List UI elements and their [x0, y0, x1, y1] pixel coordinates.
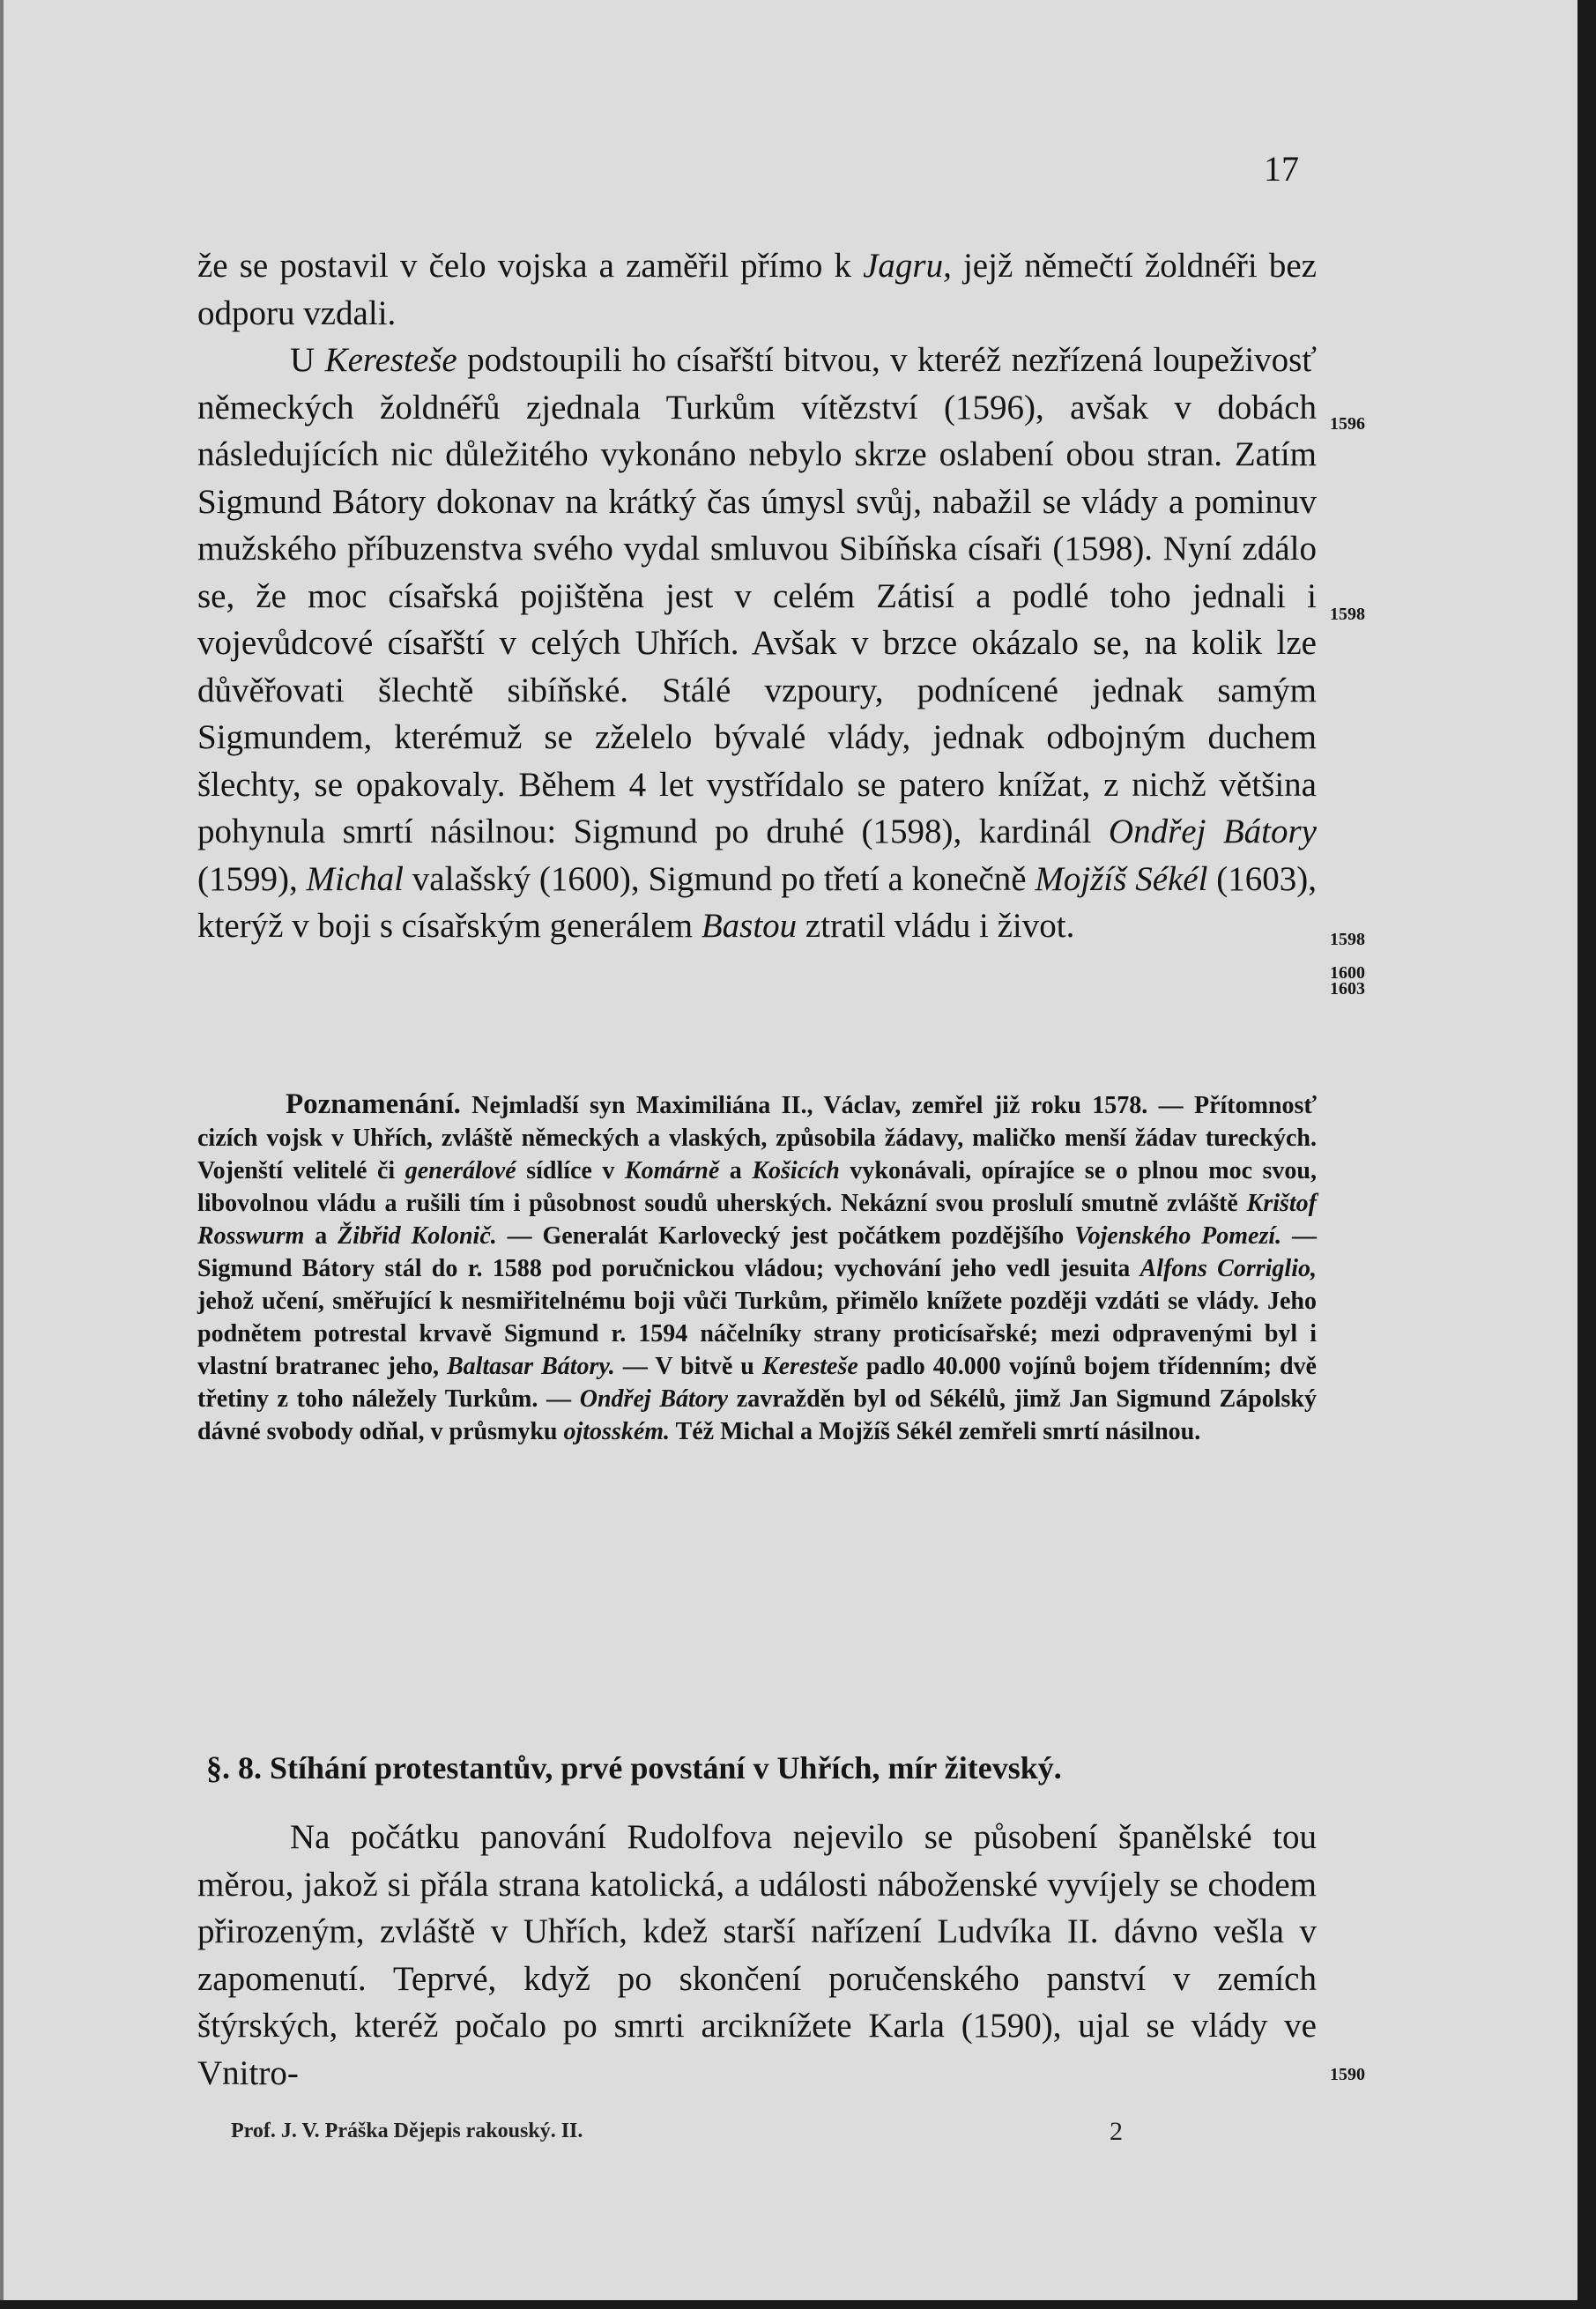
footnote-remark: Poznamenání. Nejmladší syn Maximiliána II., Václav, zemřel již roku 1578. — Přítomnosť cizích vojsk v Uhřích, zvláště německých a vlaských, způsobila žádavy, maličko menší žádav tureckých. Vojenští velitelé či generálové sídlíce v Komárně a Košicích vykonávali, opírajíce se o plnou moc svou, libovolnou vládu a rušili tím i působnost soudů uherských. Nekázní svou proslulí smutně zvláště Krištof Rosswurm a Žibřid Kolonič. — Generalát Karlovecký jest počátkem pozdějšího Vojenského Pomezí. — Sigmund Bátory stál do r. 1588 pod poručnickou vládou; vychování jeho vedl jesuita Alfons Corriglio, jehož učení, směřující k nesmiřitelnému boji vůči Turkům, přimělo knížete později vzdáti se vlády. Jeho podnětem potrestal krvavě Sigmund r. 1594 náčelníky strany proticísařské; mezi odpravenými byl i vlastní bratranec jeho, Baltasar Bátory. — V bitvě u Keresteše padlo 40.000 vojínů bojem třídenním; dvě třetiny z toho náležely Turkům. — Ondřej Bátory zavražděn byl od Sékélů, jimž Jan Sigmund Zápolský dávné svobody odňal, v průsmyku ojtosském. Též Michal a Mojžíš Sékél zemřeli smrtí násilnou.	[197, 1088, 1318, 1445]
paragraph-2: U Keresteše podstoupili ho císařští bitvou, v kteréž nezřízená loupeživosť německých žoldnéřů zjednala Turkům vítězství (1596), avšak v dobách následujících nic důležitého vykonáno nebylo skrze oslabení obou stran. Zatím Sigmund Bátory dokonav na krátký čas úmysl svůj, nabažil se vlády a pominuv mužského příbuzenstva svého vydal smluvou Sibíňska císaři (1598). Nyní zdálo se, že moc císařská pojištěna jest v celém Zátisí a podlé toho jednali i vojevůdcové císařští v celých Uhřích. Avšak v brzce okázalo se, na kolik lze důvěřovati šlechtě sibíňské. Stálé vzpoury, podnícené jednak samým Sigmundem, kterémuž se zželelo bývalé vlády, jednak odbojným duchem šlechty, se opakovaly. Během 4 let vystřídalo se patero knížat, z nichž většina pohynula smrtí násilnou: Sigmund po druhé (1598), kardinál Ondřej Bátory (1599), Michal valašský (1600), Sigmund po třetí a konečně Mojžíš Sékél (1603), kterýž v boji s císařským generálem Bastou ztratil vládu i život.	[197, 341, 1317, 945]
section-heading: §. 8. Stíhání protestantův, prvé povstání v Uhřích, mír žitevský.	[206, 1750, 1062, 1786]
margin-year: 1590	[1330, 2065, 1365, 2084]
margin-year: 1596	[1330, 414, 1365, 434]
footer-signature: Prof. J. V. Práška Dějepis rakouský. II.	[231, 2120, 583, 2142]
margin-year: 1600	[1330, 963, 1365, 983]
paragraph-1: že se postavil v čelo vojska a zaměřil přímo k Jagru, jejž němečtí žoldnéři bez odporu vzdali.	[197, 247, 1317, 332]
section-text	[197, 1814, 1317, 2097]
paragraph-3: Na počátku panování Rudolfova nejevilo se působení španělské tou měrou, jakož si přála strana katolická, a události náboženské vyvíjely se chodem přirozeným, zvláště v Uhřích, kdež starší nařízení Ludvíka II. dávno vešla v zapomenutí. Teprvé, když po skončení poručenského panství v zemích štýrských, kteréž počalo po smrti arciknížete Karla (1590), ujal se vlády ve Vnitro-	[197, 1818, 1317, 2092]
main-text	[197, 242, 1317, 950]
margin-year: 1598	[1330, 930, 1365, 949]
page-number: 17	[1264, 149, 1299, 189]
sheet-number: 2	[1110, 2117, 1123, 2146]
margin-year: 1598	[1330, 605, 1365, 624]
margin-year: 1603	[1330, 979, 1365, 999]
